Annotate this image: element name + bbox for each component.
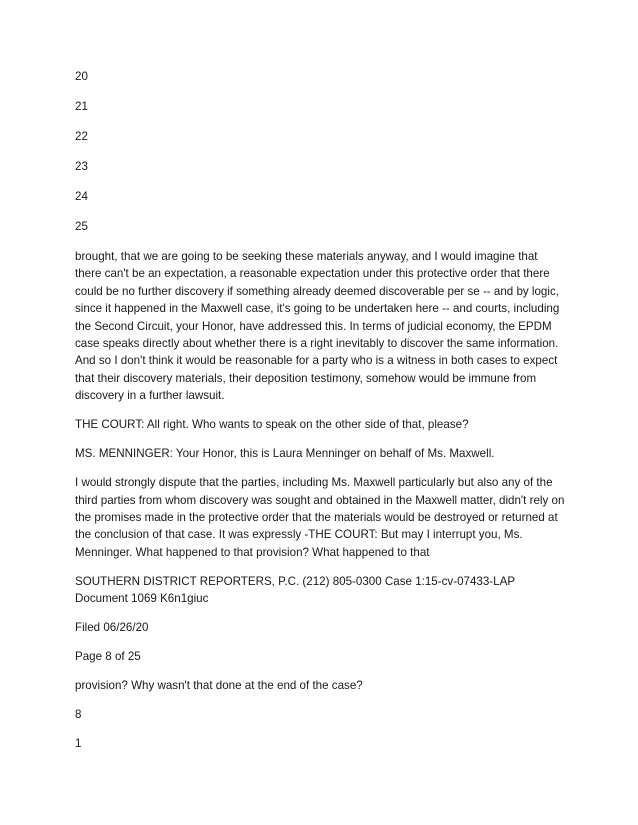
line-number: 23 xyxy=(75,160,88,173)
line-number: 24 xyxy=(75,190,88,203)
page-number: 8 xyxy=(75,708,82,722)
transcript-paragraph: brought, that we are going to be seeking these materials anyway, and I would imagine that there can't be an expectation, a reasonable expectation under this protective order that there could be no further discovery if something already deemed discoverable per se -- and by logic, since it happened in the Maxwell case, it's going to be undertaken here -- and courts, including the Second Circuit, your Honor, have addressed this. In terms of judicial economy, the EPDM case speaks directly about whether there is a right inevitably to discover the same information. And so I don't think it would be reasonable for a party who is a witness in both cases to expect that their discovery materials, their deposition testimony, somehow would be immune from discovery in a further lawsuit. xyxy=(75,250,560,403)
transcript-paragraph: I would strongly dispute that the parties, including Ms. Maxwell particularly but also any of the third parties from whom discovery was sought and obtained in the Maxwell matter, didn't rely on the promises made in the protective order that the materials would be destroyed or returned at the conclusion of that case. It was expressly -THE COURT: But may I interrupt you, Ms. Menninger. What happened to that provision? What happened to that xyxy=(75,476,565,559)
line-number: 20 xyxy=(75,70,88,83)
document-page xyxy=(75,68,565,764)
line-number: 1 xyxy=(75,737,82,751)
court-statement: THE COURT: All right. Who wants to speak on the other side of that, please? xyxy=(75,418,469,432)
line-number: 25 xyxy=(75,220,88,233)
transcript-paragraph: provision? Why wasn't that done at the end of the case? xyxy=(75,679,363,693)
reporter-footer: SOUTHERN DISTRICT REPORTERS, P.C. (212) 805-0300 Case 1:15-cv-07433-LAP Document 1069 K6n1giuc xyxy=(75,574,515,606)
line-number: 22 xyxy=(75,130,88,143)
filed-date: Filed 06/26/20 xyxy=(75,621,149,635)
line-number: 21 xyxy=(75,100,88,113)
page-count: Page 8 of 25 xyxy=(75,650,141,664)
counsel-statement: MS. MENNINGER: Your Honor, this is Laura Menninger on behalf of Ms. Maxwell. xyxy=(75,447,495,461)
